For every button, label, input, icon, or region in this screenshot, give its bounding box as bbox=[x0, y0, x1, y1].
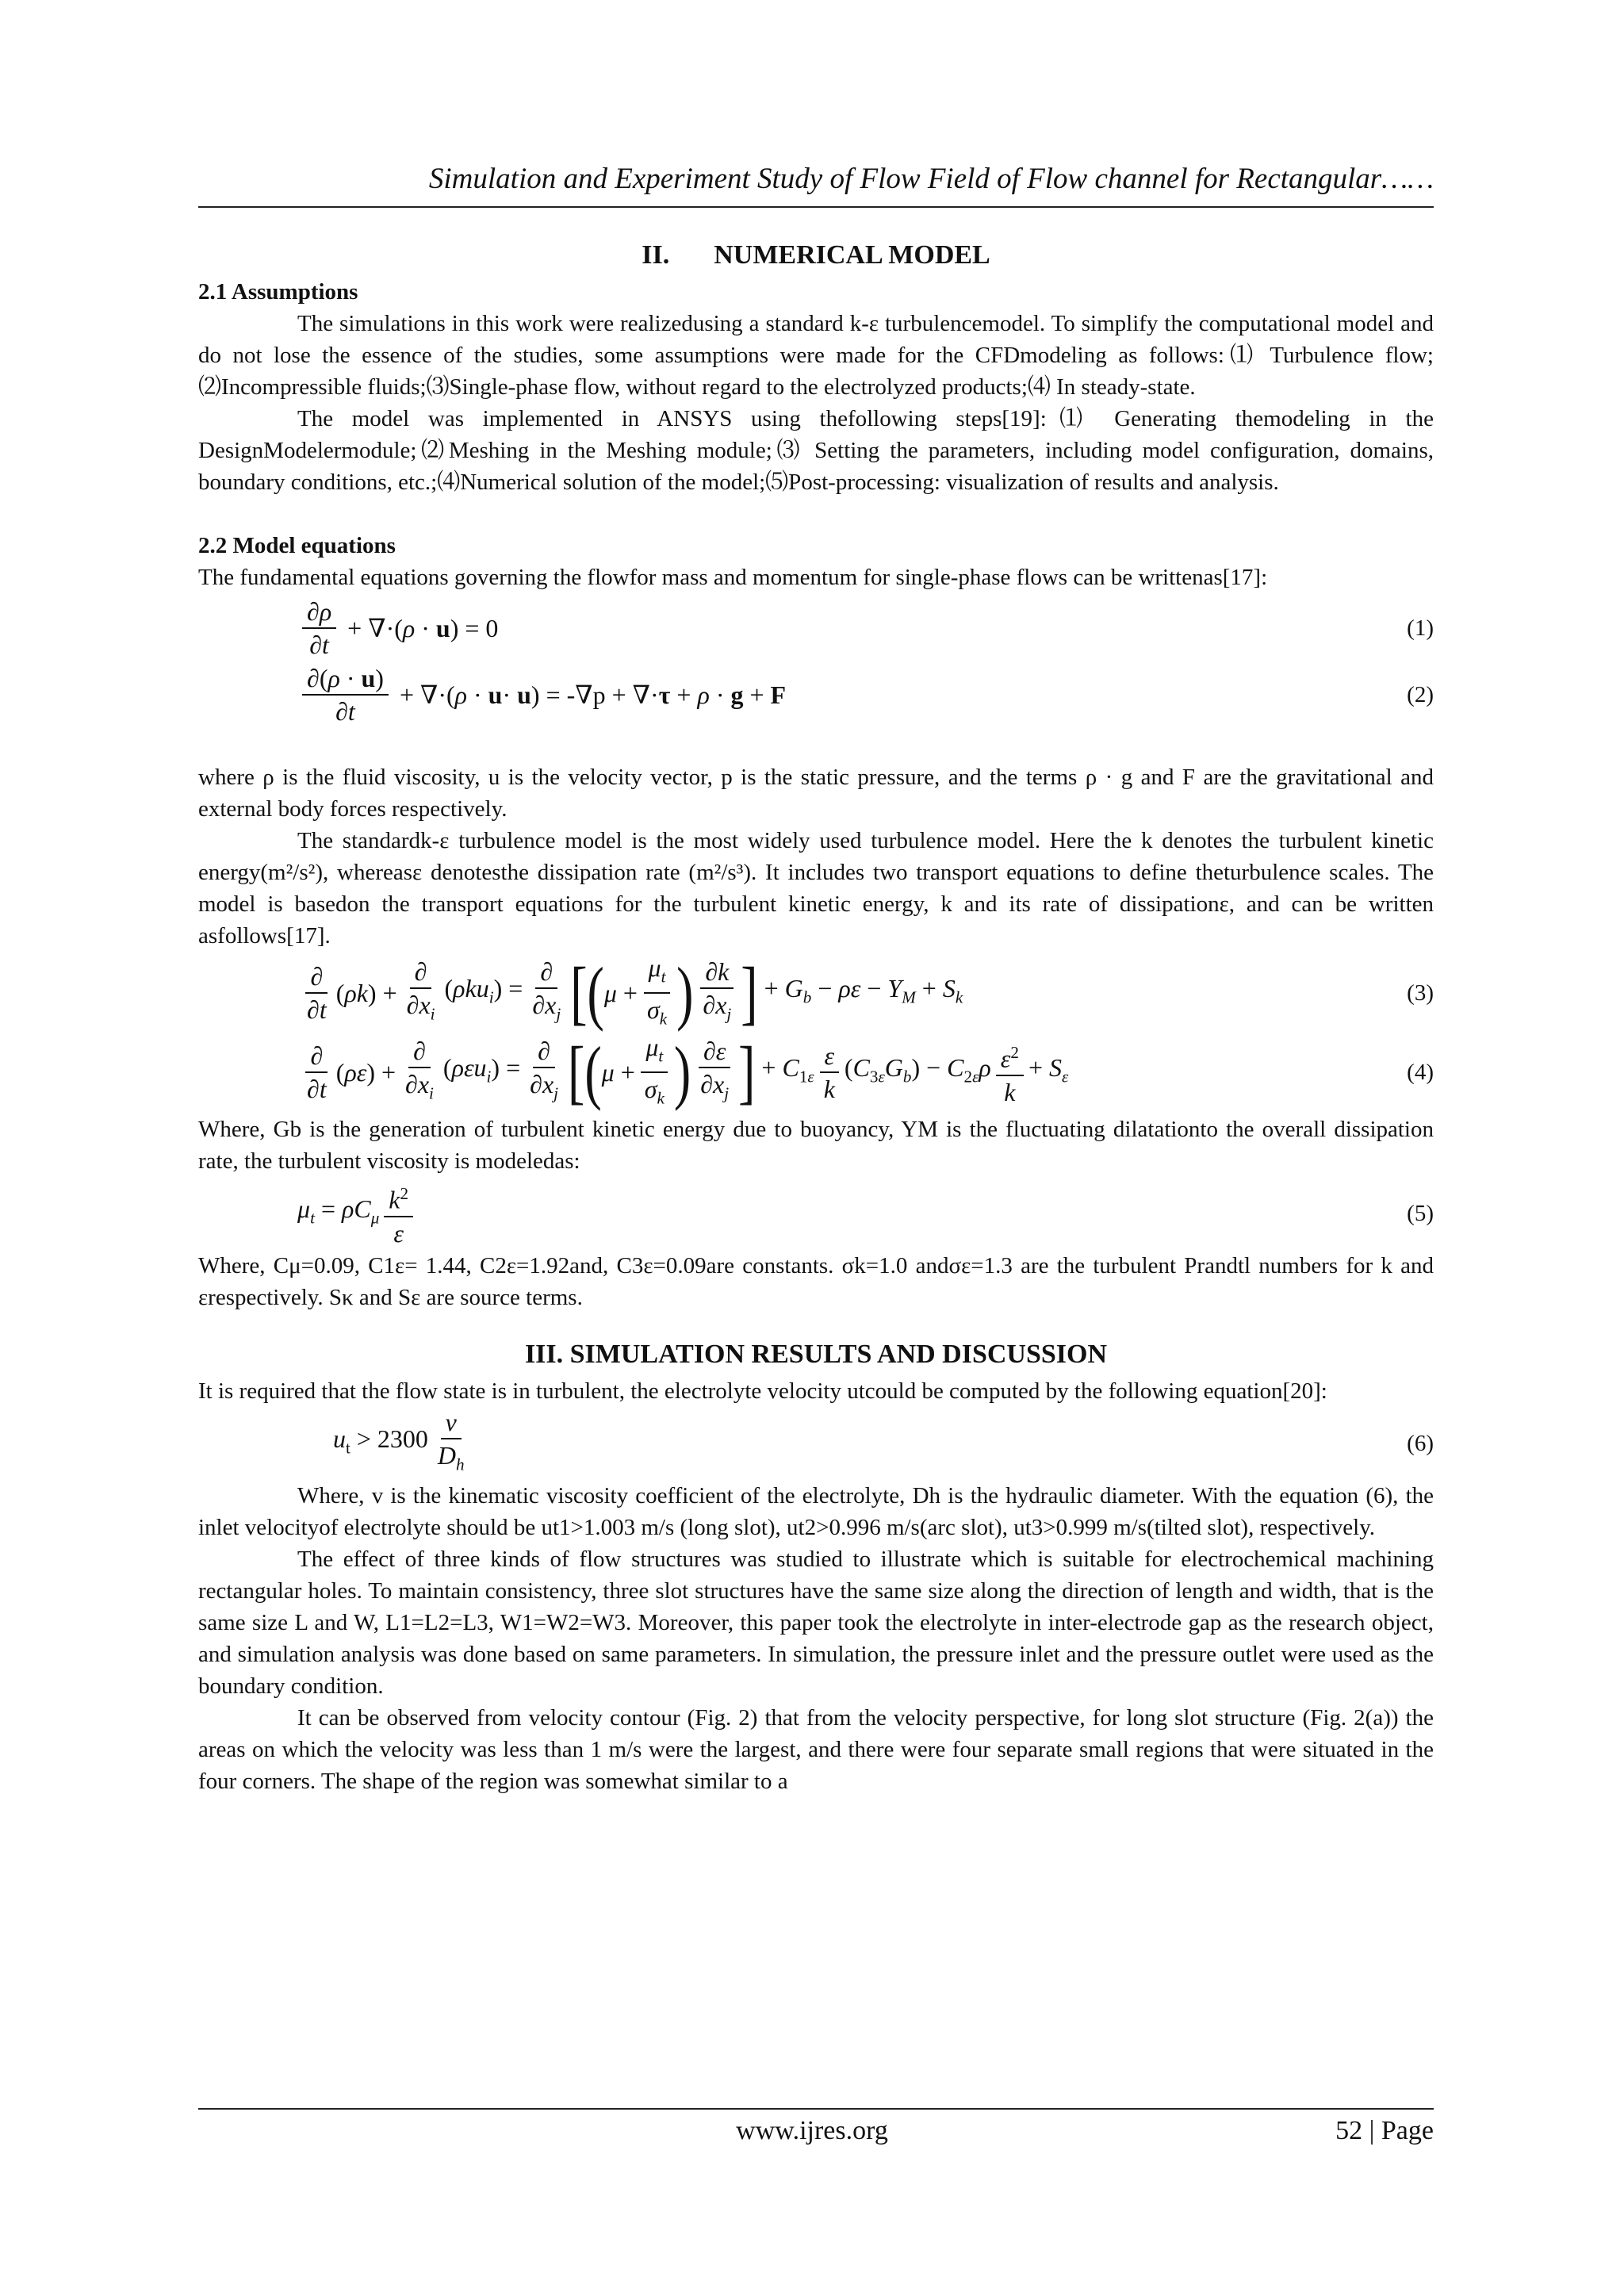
running-head: Simulation and Experiment Study of Flow Field of Flow channel for Rectangular…… bbox=[428, 163, 1434, 195]
subsection-2-2-heading: 2.2 Model equations bbox=[198, 533, 396, 558]
equation-1-math: $\frac{\partial\rho}{\partial t}$ + ∇·(ρ · u) = 0 bbox=[297, 596, 498, 660]
subsection-2-1-heading: 2.1 Assumptions bbox=[198, 279, 358, 305]
equation-3-number: (3) bbox=[1407, 980, 1434, 1006]
section-2-title: NUMERICAL MODEL bbox=[714, 240, 990, 270]
velocity-contour-paragraph: It can be observed from velocity contour (Fig. 2) that from the velocity perspective, for long slot structure (Fig. 2(a)) the areas on which the velocity was less than 1 m/s were the largest, and there were four separate small regions that were situated in the four corners. The shape of the region was somewhat similar to a bbox=[198, 1705, 1434, 1794]
equation-4 bbox=[198, 1034, 1434, 1110]
page-content bbox=[198, 238, 1434, 1797]
inlet-velocity-paragraph: Where, v is the kinematic viscosity coefficient of the electrolyte, Dh is the hydraulic diameter. With the equation (6), the inlet velocityof electrolyte should be ut1>1.003 m/s (long slot), ut2>0.996 m/s(arc slot), ut3>0.999 m/s(tilted slot), respectively. bbox=[198, 1483, 1434, 1540]
equation-3 bbox=[198, 955, 1434, 1031]
ansys-steps-paragraph: The model was implemented in ANSYS using thefollowing steps[19]:⑴ Generating themodeling in the DesignModelermodule;⑵Meshing in the Meshing module;⑶ Setting the parameters, including model configuration, domains, boundary conditions, etc.;⑷Numerical solution of the model;⑸Post-processing: visualization of results and analysis. bbox=[198, 406, 1434, 495]
section-2-number: II. bbox=[642, 240, 670, 270]
equation-5-math: $\mu_t = \rho C_\mu$ $\frac{k^2}{\varepsilon}$ bbox=[297, 1180, 418, 1247]
equation-2-number: (2) bbox=[1407, 682, 1434, 707]
section-3-heading: III. SIMULATION RESULTS AND DISCUSSION bbox=[524, 1340, 1108, 1369]
equation-6-math: $u_t > 2300$ $\frac{v}{D_h}$ bbox=[333, 1408, 465, 1474]
turbulent-velocity-paragraph: It is required that the flow state is in turbulent, the electrolyte velocity utcould be computed by the following equation[20]: bbox=[198, 1378, 1327, 1404]
k-epsilon-paragraph: The standardk-ε turbulence model is the most widely used turbulence model. Here the k denotes the turbulent kinetic energy(m²/s²), whereasε denotesthe dissipation rate (m²/s³). It includes two transport equations to define theturbulence scales. The model is basedon the transport equations for the turbulent kinetic energy, k and its rate of dissipationε, and can be written asfollows[17]. bbox=[198, 828, 1434, 949]
equation-2 bbox=[198, 663, 1434, 726]
equation-2-math: $\frac{\partial(\rho \cdot u)}{\partial t}$ + ∇·(ρ · u· u) = -∇p + ∇·τ + ρ · g + F bbox=[297, 663, 786, 726]
header-rule bbox=[198, 206, 1434, 208]
equation-4-math: $\frac{\partial}{\partial t}$ (ρε) + $\frac{\partial}{\partial x_i}$ (ρεu$_i$) = $\frac{\partial}{\partial x_j}$ [ ( μ + $\frac{\mu_t}{\sigma_k}$ ) $\frac{\partial\varepsilon}{\partial x_j}$ ] + $C_{1\varepsilon}$ $\frac{\varepsilon}{k}$ $(C_{3\varepsilon}G_b) - C_{2\varepsilon}\rho$ $\frac{\varepsilon^2}{k}$ + $S_\varepsilon$ bbox=[307, 1032, 1069, 1111]
source-terms-paragraph: Where, Gb is the generation of turbulent kinetic energy due to buoyancy, YM is the fluctuating dilatationto the overall dissipation rate, the turbulent viscosity is modeledas: bbox=[198, 1117, 1434, 1174]
equation-4-number: (4) bbox=[1407, 1060, 1434, 1085]
footer-page-number: 52 | Page bbox=[1335, 2116, 1434, 2145]
equation-3-math: $\frac{\partial}{\partial t}$ (ρk) + $\frac{\partial}{\partial x_i}$ (ρku$_i$) = $\frac{\partial}{\partial x_j}$ [ ( μ + $\frac{\mu_t}{\sigma_k}$ ) $\frac{\partial k}{\partial x_j}$ ] + $G_b - \rho\varepsilon - Y_M + S_k$ bbox=[307, 953, 963, 1032]
equation-1 bbox=[198, 596, 1434, 660]
equation-5-number: (5) bbox=[1407, 1201, 1434, 1226]
governing-equations-intro: The fundamental equations governing the flowfor mass and momentum for single-phase flows can be writtenas[17]: bbox=[198, 565, 1268, 590]
flow-structures-paragraph: The effect of three kinds of flow structures was studied to illustrate which is suitable for electrochemical machining rectangular holes. To maintain consistency, three slot structures have the same size along the direction of length and width, that is the same size L and W, L1=L2=L3, W1=W2=W3. Moreover, this paper took the electrolyte in inter-electrode gap as the research object, and simulation analysis was done based on same parameters. In simulation, the pressure inlet and the pressure outlet were used as the boundary condition. bbox=[198, 1547, 1434, 1699]
equation-6 bbox=[198, 1410, 1434, 1477]
footer-website: www.ijres.org bbox=[736, 2116, 888, 2145]
assumptions-paragraph: The simulations in this work were realizedusing a standard k-ε turbulencemodel. To simplify the computational model and do not lose the essence of the studies, some assumptions were made for the CFDmodeling as follows:⑴ Turbulence flow; ⑵Incompressible fluids;⑶Single-phase flow, without regard to the electrolyzed products;⑷ In steady-state. bbox=[198, 311, 1434, 400]
equation-1-number: (1) bbox=[1407, 615, 1434, 641]
footer-rule bbox=[198, 2108, 1434, 2110]
section-2-heading bbox=[198, 238, 1434, 273]
constants-paragraph: Where, Cμ=0.09, C1ε= 1.44, C2ε=1.92and, C3ε=0.09are constants. σk=1.0 andσε=1.3 are the turbulent Prandtl numbers for k and εrespectively. Sκ and Sε are source terms. bbox=[198, 1253, 1434, 1310]
equation-5 bbox=[198, 1180, 1434, 1247]
equation-6-number: (6) bbox=[1407, 1431, 1434, 1456]
variable-definitions-paragraph: where ρ is the fluid viscosity, u is the velocity vector, p is the static pressure, and the terms ρ · g and F are the gravitational and external body forces respectively. bbox=[198, 765, 1434, 822]
